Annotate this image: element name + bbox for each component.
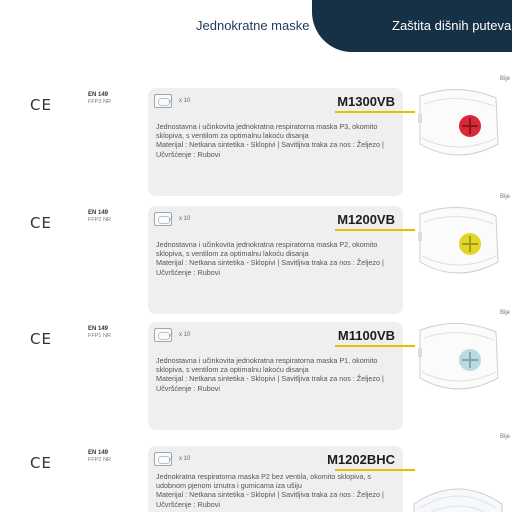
model-underline [335,469,415,471]
mask-image [410,464,505,512]
mask-image [410,204,505,284]
check-icon: ✓ [168,98,174,105]
ce-mark: CE [30,214,52,232]
model-underline [335,345,415,347]
product-row [0,194,512,322]
product-row [0,310,512,438]
model-code: M1202BHC [327,452,395,467]
pack-quantity: x 10 [179,456,191,462]
side-text: Bije [500,76,511,82]
pack-quantity: x 10 [179,98,191,104]
model-underline [335,229,415,231]
standard-label: EN 149 [88,326,109,332]
product-description [156,472,396,509]
product-description [156,122,396,159]
side-text: Bije [500,194,511,200]
product-row [0,434,512,512]
description-text: Jednokratna respiratorna maska P2 bez ventila, okomito sklopiva, s udobnom pjenom iznutra i gumicama iza ušiju [156,472,371,491]
product-card [148,206,403,314]
mask-image [410,320,505,400]
ce-mark: CE [30,330,52,348]
materials-text: Materijal : Netkana sintetika - Sklopivi | Savitljiva traka za nos : Željezo | Učvršćenje : Rubovi [156,490,384,509]
mask-image [410,86,505,166]
check-icon: ✓ [168,332,174,339]
side-text: Bije [500,434,511,440]
materials-text: Materijal : Netkana sintetika - Sklopivi | Savitljiva traka za nos : Željezo | Učvršćenje : Rubovi [156,140,384,159]
standard-label: EN 149 [88,92,109,98]
product-description [156,240,396,277]
standard-block [88,326,111,340]
standard-block [88,450,111,464]
filter-class: FFP2 NR [88,217,111,223]
ce-mark: CE [30,96,52,114]
materials-text: Materijal : Netkana sintetika - Sklopivi | Savitljiva traka za nos : Željezo | Učvršćenje : Rubovi [156,374,384,393]
check-icon: ✓ [168,456,174,463]
standard-label: EN 149 [88,450,109,456]
standard-label: EN 149 [88,210,109,216]
product-description [156,356,396,393]
materials-text: Materijal : Netkana sintetika - Sklopivi | Savitljiva traka za nos : Željezo | Učvršćenje : Rubovi [156,258,384,277]
header-left-title: Jednokratne maske [196,18,310,33]
check-icon: ✓ [168,216,174,223]
description-text: Jednostavna i učinkovita jednokratna respiratorna maska P2, okomito sklopiva, s ventilom za optimalnu lakoću disanja [156,240,378,259]
description-text: Jednostavna i učinkovita jednokratna respiratorna maska P1, okomito sklopiva, s ventilom za optimalnu lakoću disanja [156,356,378,375]
standard-block [88,92,111,106]
model-code: M1200VB [337,212,395,227]
model-code: M1100VB [337,328,395,343]
product-card [148,322,403,430]
product-card [148,88,403,196]
filter-class: FFP3 NR [88,99,111,105]
standard-block [88,210,111,224]
filter-class: FFP2 NR [88,457,111,463]
pack-quantity: x 10 [179,332,191,338]
side-text: Bije [500,310,511,316]
header-right-title: Zaštita dišnih puteva [392,18,512,33]
product-row [0,76,512,204]
ce-mark: CE [30,454,52,472]
filter-class: FFP1 NR [88,333,111,339]
model-code: M1300VB [337,94,395,109]
pack-quantity: x 10 [179,216,191,222]
product-card [148,446,403,512]
description-text: Jednostavna i učinkovita jednokratna respiratorna maska P3, okomito sklopiva, s ventilom za optimalnu lakoću disanja [156,122,378,141]
model-underline [335,111,415,113]
